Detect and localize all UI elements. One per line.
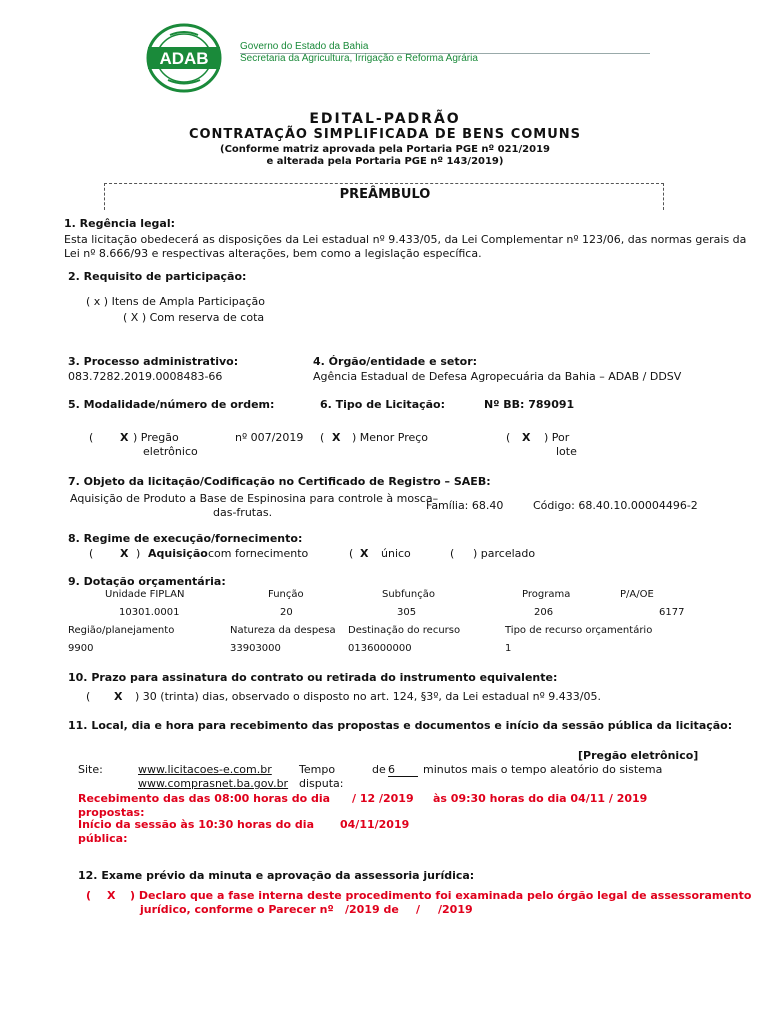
bb-mark: X bbox=[522, 431, 531, 444]
s12-line1: ) Declaro que a fase interna deste procedimento foi examinada pelo órgão legal de assessoramento bbox=[130, 889, 752, 902]
bb-label1: ) Por bbox=[544, 431, 570, 444]
s9-header-paoe: P/A/OE bbox=[620, 589, 654, 600]
s8-aquisicao-bold: Aquisição bbox=[148, 547, 208, 560]
s11-inicio1: Início da sessão às 10:30 horas do dia bbox=[78, 818, 314, 831]
s9-heading: 9. Dotação orçamentária: bbox=[68, 575, 226, 588]
s4-heading: 4. Órgão/entidade e setor: bbox=[313, 355, 478, 368]
s8-unico-paren: ( bbox=[349, 547, 354, 560]
s8-close: ) bbox=[136, 547, 141, 560]
s5-label2: eletrônico bbox=[143, 445, 198, 458]
s11-modalidade: [Pregão eletrônico] bbox=[578, 749, 699, 762]
s9-value-destinacao: 0136000000 bbox=[348, 643, 412, 654]
bb-paren: ( bbox=[506, 431, 511, 444]
s7-objeto2: das-frutas. bbox=[213, 506, 273, 519]
s11-de: de bbox=[372, 763, 386, 776]
s9-header-funcao: Função bbox=[268, 589, 304, 600]
s11-heading: 11. Local, dia e hora para recebimento das propostas e documentos e início da sessão pública da licitação: bbox=[68, 719, 733, 732]
svg-text:ADAB: ADAB bbox=[159, 49, 209, 68]
s2-heading: 2. Requisito de participação: bbox=[68, 270, 247, 283]
s9-header-destinacao: Destinação do recurso bbox=[348, 625, 461, 636]
s10-mark: X bbox=[114, 690, 123, 703]
s10-heading: 10. Prazo para assinatura do contrato ou retirada do instrumento equivalente: bbox=[68, 671, 558, 684]
bb-label2: lote bbox=[556, 445, 577, 458]
s9-value-subfuncao: 305 bbox=[397, 607, 417, 618]
s9-header-subfuncao: Subfunção bbox=[382, 589, 435, 600]
s9-header-regiao: Região/planejamento bbox=[68, 625, 175, 636]
s11-inicio2: pública: bbox=[78, 832, 128, 845]
s1-heading: 1. Regência legal: bbox=[64, 217, 175, 230]
s10-paren: ( bbox=[86, 690, 91, 703]
s11-site-label: Site: bbox=[78, 763, 103, 776]
s11-receb-as: às 09:30 horas do dia 04/11 / 2019 bbox=[433, 792, 648, 805]
gov-line2: Secretaria da Agricultura, Irrigação e Reforma Agrária bbox=[240, 53, 478, 64]
s6-paren: ( bbox=[320, 431, 325, 444]
s3-heading: 3. Processo administrativo: bbox=[68, 355, 239, 368]
title-line1: EDITAL-PADRÃO bbox=[309, 111, 461, 127]
s9-value-funcao: 20 bbox=[280, 607, 293, 618]
s9-value-paoe: 6177 bbox=[659, 607, 685, 618]
s6-heading: 6. Tipo de Licitação: bbox=[320, 398, 446, 411]
s12-line2a: jurídico, conforme o Parecer nº bbox=[140, 903, 334, 916]
s12-mark: X bbox=[107, 889, 116, 902]
title-line4: e alterada pela Portaria PGE nº 143/2019) bbox=[266, 156, 504, 167]
s4-value: Agência Estadual de Defesa Agropecuária da Bahia – ADAB / DDSV bbox=[313, 370, 682, 383]
s8-unico-mark: X bbox=[360, 547, 369, 560]
s9-header-fiplan: Unidade FIPLAN bbox=[105, 589, 185, 600]
title-line3: (Conforme matriz aprovada pela Portaria PGE nº 021/2019 bbox=[220, 144, 550, 155]
title-line2: CONTRATAÇÃO SIMPLIFICADA DE BENS COMUNS bbox=[188, 127, 582, 142]
s11-site2-link[interactable]: www.comprasnet.ba.gov.br bbox=[138, 777, 289, 790]
s11-site1-link[interactable]: www.licitacoes-e.com.br bbox=[138, 763, 272, 776]
s7-codigo: Código: 68.40.10.00004496-2 bbox=[533, 499, 698, 512]
s8-heading: 8. Regime de execução/fornecimento: bbox=[68, 532, 303, 545]
s3-value: 083.7282.2019.0008483-66 bbox=[68, 370, 223, 383]
bb-heading: Nº BB: 789091 bbox=[484, 398, 575, 411]
s8-paren: ( bbox=[89, 547, 94, 560]
s11-tempo1: Tempo bbox=[299, 763, 336, 776]
s8-parc-label: ) parcelado bbox=[473, 547, 536, 560]
s11-inicio-date: 04/11/2019 bbox=[340, 818, 410, 831]
s2-option-ampla: ( x ) Itens de Ampla Participação bbox=[86, 295, 265, 308]
s7-objeto1: Aquisição de Produto a Base de Espinosina para controle à mosca– bbox=[70, 492, 439, 505]
s8-mark: X bbox=[120, 547, 129, 560]
s9-value-programa: 206 bbox=[534, 607, 554, 618]
s5-paren: ( bbox=[89, 431, 94, 444]
s12-line2c: / bbox=[416, 903, 421, 916]
s5-numero: nº 007/2019 bbox=[235, 431, 304, 444]
s11-receb2: propostas: bbox=[78, 806, 145, 819]
s5-mark: X bbox=[120, 431, 129, 444]
s9-value-regiao: 9900 bbox=[68, 643, 94, 654]
s8-parc-paren: ( bbox=[450, 547, 455, 560]
preambulo-title: PREÂMBULO bbox=[339, 187, 431, 202]
s12-line2d: /2019 bbox=[438, 903, 473, 916]
s5-heading: 5. Modalidade/número de ordem: bbox=[68, 398, 275, 411]
s9-header-programa: Programa bbox=[522, 589, 571, 600]
s11-tempo2: disputa: bbox=[299, 777, 344, 790]
gov-line1: Governo do Estado da Bahia bbox=[240, 41, 369, 52]
s11-receb-date: / 12 /2019 bbox=[352, 792, 414, 805]
s10-text: ) 30 (trinta) dias, observado o disposto no art. 124, §3º, da Lei estadual nº 9.433/05. bbox=[135, 690, 602, 703]
s1-text2: Lei nº 8.666/93 e respectivas alterações, bem como a legislação específica. bbox=[64, 247, 482, 260]
s8-unico-label: único bbox=[381, 547, 411, 560]
s9-value-natureza: 33903000 bbox=[230, 643, 281, 654]
s9-value-fiplan: 10301.0001 bbox=[119, 607, 180, 618]
s11-tempo-rest: minutos mais o tempo aleatório do sistema bbox=[423, 763, 663, 776]
s5-label1: ) Pregão bbox=[133, 431, 179, 444]
s9-header-tipo: Tipo de recurso orçamentário bbox=[505, 625, 653, 636]
s1-text1: Esta licitação obedecerá as disposições da Lei estadual nº 9.433/05, da Lei Complementar nº 123/06, das normas gerais da bbox=[64, 233, 747, 246]
s9-header-natureza: Natureza da despesa bbox=[230, 625, 336, 636]
s7-heading: 7. Objeto da licitação/Codificação no Certificado de Registro – SAEB: bbox=[68, 475, 491, 488]
s12-paren: ( bbox=[86, 889, 92, 902]
adab-logo bbox=[146, 23, 222, 93]
s12-heading: 12. Exame prévio da minuta e aprovação da assessoria jurídica: bbox=[78, 869, 475, 882]
s6-mark: X bbox=[332, 431, 341, 444]
s12-line2b: /2019 de bbox=[345, 903, 399, 916]
s7-familia: Família: 68.40 bbox=[426, 499, 504, 512]
s11-receb1: Recebimento das das 08:00 horas do dia bbox=[78, 792, 331, 805]
s9-value-tipo: 1 bbox=[505, 643, 512, 654]
s11-minutos: 6 bbox=[388, 763, 418, 777]
s2-option-cota: ( X ) Com reserva de cota bbox=[123, 311, 265, 324]
s6-label: ) Menor Preço bbox=[352, 431, 429, 444]
s8-aquisicao-rest: com fornecimento bbox=[208, 547, 309, 560]
